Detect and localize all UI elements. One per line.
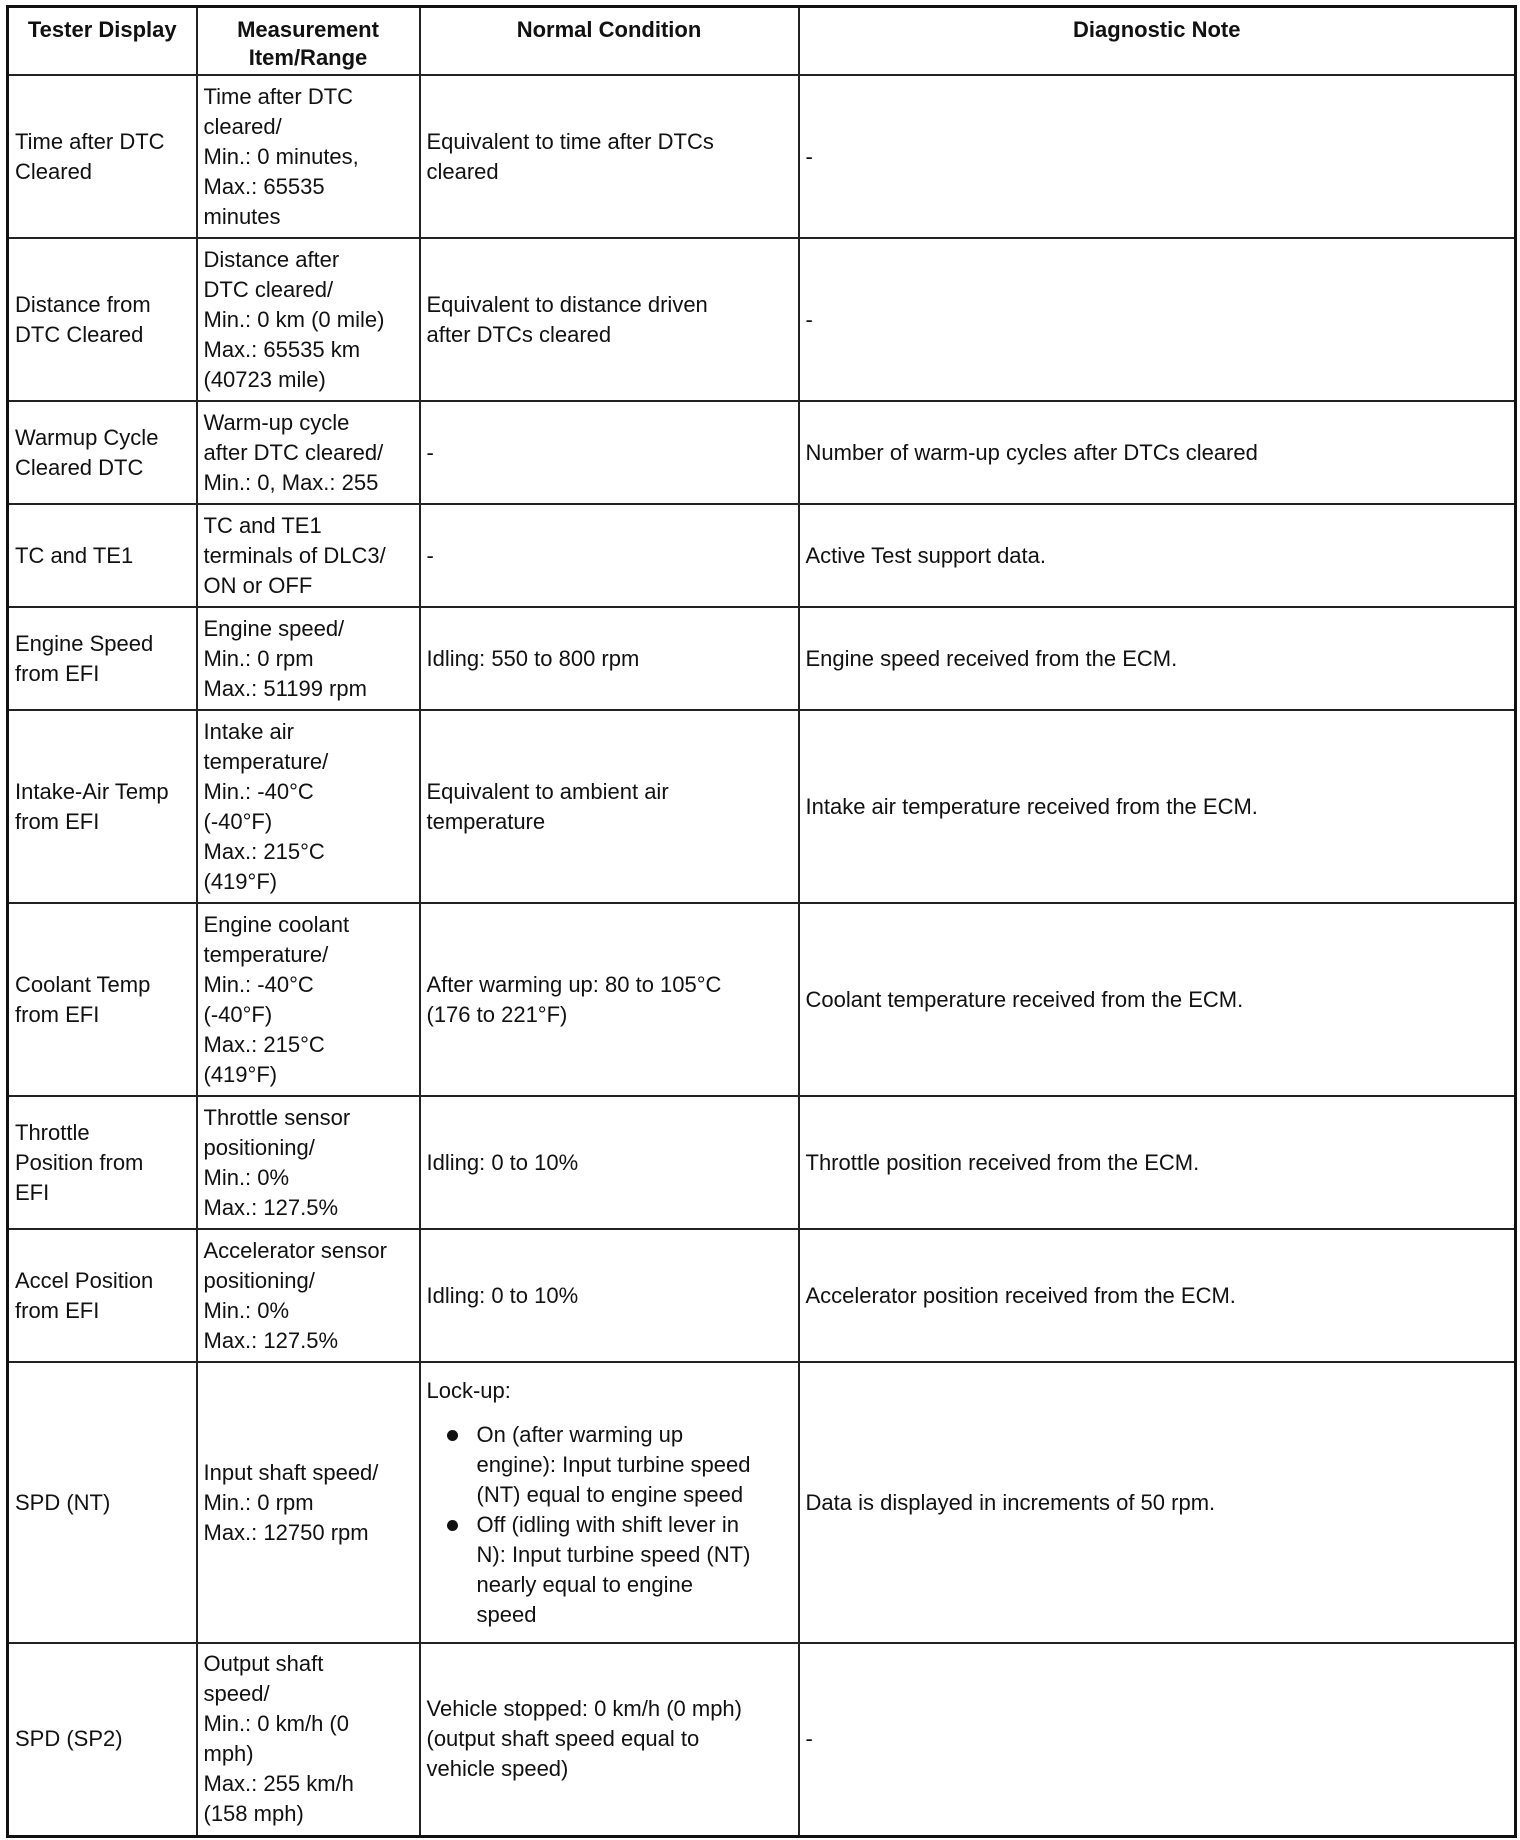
- cell-diagnostic-note: Engine speed received from the ECM.: [799, 607, 1516, 710]
- cell-diagnostic-note: -: [799, 1643, 1516, 1836]
- cell-normal-condition: [420, 1362, 799, 1643]
- cell-tester-display: SPD (NT): [8, 1362, 197, 1643]
- cell-measurement: Output shaft speed/ Min.: 0 km/h (0 mph) Max.: 255 km/h (158 mph): [197, 1643, 420, 1836]
- lock-up-on-text: On (after warming up engine): Input turbine speed (NT) equal to engine speed: [476, 1421, 751, 1507]
- cell-tester-display: SPD (SP2): [8, 1643, 197, 1836]
- cell-tester-display: Coolant Temp from EFI: [8, 903, 197, 1096]
- table-row-spd-sp2: [8, 1643, 1516, 1836]
- cell-normal-condition: -: [420, 401, 799, 504]
- cell-normal-condition: -: [420, 504, 799, 607]
- table-row-spd-nt: [8, 1362, 1516, 1643]
- table-header-row: [8, 7, 1516, 76]
- cell-measurement: Time after DTC cleared/ Min.: 0 minutes, Max.: 65535 minutes: [197, 75, 420, 238]
- cell-tester-display: Throttle Position from EFI: [8, 1096, 197, 1229]
- data-list-table-container: [6, 5, 1514, 1838]
- cell-diagnostic-note: Number of warm-up cycles after DTCs cleared: [799, 401, 1516, 504]
- cell-normal-condition: Equivalent to distance driven after DTCs cleared: [420, 238, 799, 401]
- cell-diagnostic-note: Accelerator position received from the ECM.: [799, 1229, 1516, 1362]
- cell-normal-condition: Idling: 0 to 10%: [420, 1229, 799, 1362]
- cell-measurement: Intake air temperature/ Min.: -40°C (-40°F) Max.: 215°C (419°F): [197, 710, 420, 903]
- cell-diagnostic-note: -: [799, 238, 1516, 401]
- cell-diagnostic-note: Throttle position received from the ECM.: [799, 1096, 1516, 1229]
- data-list-table: [6, 5, 1517, 1838]
- header-measurement: Measurement Item/Range: [197, 7, 420, 76]
- cell-normal-condition: Equivalent to time after DTCs cleared: [420, 75, 799, 238]
- cell-normal-condition: Idling: 0 to 10%: [420, 1096, 799, 1229]
- cell-tester-display: TC and TE1: [8, 504, 197, 607]
- bullet-icon: [447, 1520, 458, 1531]
- cell-normal-condition: Idling: 550 to 800 rpm: [420, 607, 799, 710]
- cell-diagnostic-note: Coolant temperature received from the ECM.: [799, 903, 1516, 1096]
- cell-tester-display: Intake-Air Temp from EFI: [8, 710, 197, 903]
- cell-measurement: Warm-up cycle after DTC cleared/ Min.: 0, Max.: 255: [197, 401, 420, 504]
- table-row: [8, 1229, 1516, 1362]
- table-row: [8, 238, 1516, 401]
- bullet-icon: [447, 1430, 458, 1441]
- cell-normal-condition: After warming up: 80 to 105°C (176 to 221°F): [420, 903, 799, 1096]
- lock-up-list: [427, 1420, 792, 1630]
- cell-diagnostic-note: Intake air temperature received from the ECM.: [799, 710, 1516, 903]
- cell-normal-condition: Vehicle stopped: 0 km/h (0 mph) (output shaft speed equal to vehicle speed): [420, 1643, 799, 1836]
- cell-tester-display: Distance from DTC Cleared: [8, 238, 197, 401]
- table-row: [8, 75, 1516, 238]
- cell-measurement: Engine speed/ Min.: 0 rpm Max.: 51199 rpm: [197, 607, 420, 710]
- cell-diagnostic-note: -: [799, 75, 1516, 238]
- header-diagnostic-note: Diagnostic Note: [799, 7, 1516, 76]
- list-item: [427, 1420, 792, 1510]
- table-row: [8, 710, 1516, 903]
- header-tester-display: Tester Display: [8, 7, 197, 76]
- cell-measurement: Input shaft speed/ Min.: 0 rpm Max.: 12750 rpm: [197, 1362, 420, 1643]
- cell-measurement: TC and TE1 terminals of DLC3/ ON or OFF: [197, 504, 420, 607]
- lock-up-label: Lock-up:: [426, 1377, 511, 1403]
- header-normal-condition: Normal Condition: [420, 7, 799, 76]
- cell-diagnostic-note: Data is displayed in increments of 50 rpm.: [799, 1362, 1516, 1643]
- table-row: [8, 607, 1516, 710]
- list-item: [427, 1510, 792, 1630]
- cell-diagnostic-note: Active Test support data.: [799, 504, 1516, 607]
- cell-normal-condition: Equivalent to ambient air temperature: [420, 710, 799, 903]
- cell-tester-display: Engine Speed from EFI: [8, 607, 197, 710]
- table-row: [8, 401, 1516, 504]
- table-row: [8, 1096, 1516, 1229]
- cell-tester-display: Time after DTC Cleared: [8, 75, 197, 238]
- table-row: [8, 903, 1516, 1096]
- cell-tester-display: Accel Position from EFI: [8, 1229, 197, 1362]
- cell-measurement: Throttle sensor positioning/ Min.: 0% Max.: 127.5%: [197, 1096, 420, 1229]
- cell-measurement: Engine coolant temperature/ Min.: -40°C (-40°F) Max.: 215°C (419°F): [197, 903, 420, 1096]
- cell-measurement: Distance after DTC cleared/ Min.: 0 km (0 mile) Max.: 65535 km (40723 mile): [197, 238, 420, 401]
- cell-measurement: Accelerator sensor positioning/ Min.: 0% Max.: 127.5%: [197, 1229, 420, 1362]
- cell-tester-display: Warmup Cycle Cleared DTC: [8, 401, 197, 504]
- table-row: [8, 504, 1516, 607]
- lock-up-off-text: Off (idling with shift lever in N): Input turbine speed (NT) nearly equal to engine speed: [476, 1511, 751, 1627]
